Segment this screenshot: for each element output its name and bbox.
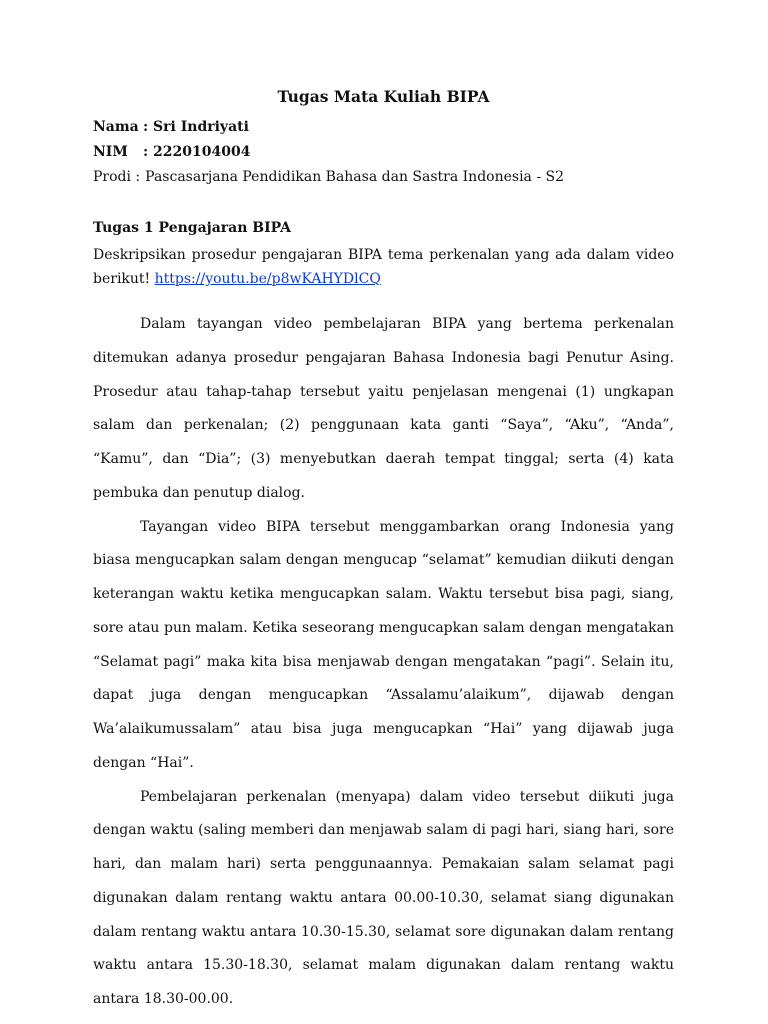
prodi-row <box>93 167 564 187</box>
paragraph: Dalam tayangan video pembelajaran BIPA yang bertema perkenalan ditemukan adanya prosedur pengajaran Bahasa Indonesia bagi Penutur Asing. Prosedur atau tahap-tahap tersebut yaitu penjelasan mengenai (1) ungkapan salam dan perkenalan; (2) penggunaan kata ganti “Saya”, “Aku”, “Anda”, “Kamu”, dan “Dia”; (3) menyebutkan daerah tempat tinggal; serta (4) kata pembuka dan penutup dialog. <box>93 316 674 501</box>
paragraph: Pembelajaran perkenalan (menyapa) dalam video tersebut diikuti juga dengan waktu (saling memberi dan menjawab salam di pagi hari, siang hari, sore hari, dan malam hari) serta penggunaannya. Pemakaian salam selamat pagi digunakan dalam rentang waktu antara 00.00-10.30, selamat siang digunakan dalam rentang waktu antara 10.30-15.30, selamat sore digunakan dalam rentang waktu antara 15.30-18.30, selamat malam digunakan dalam rentang waktu antara 18.30-00.00. <box>93 788 674 1007</box>
nim-label: NIM <box>93 144 128 160</box>
nama-label: Nama <box>93 119 139 135</box>
answer-body <box>93 308 674 1017</box>
task-description: Deskripsikan prosedur pengajaran BIPA tema perkenalan yang ada dalam video berikut! <box>93 247 674 287</box>
prodi-label: Prodi : <box>93 169 141 185</box>
task-description-block <box>93 243 674 291</box>
nama-value: : Sri Indriyati <box>143 119 249 135</box>
document-page <box>93 0 674 1024</box>
video-link[interactable]: https://youtu.be/p8wKAHYDlCQ <box>154 271 381 287</box>
nim-row <box>93 142 250 162</box>
task-heading: Tugas 1 Pengajaran BIPA <box>93 220 292 236</box>
paragraph: Tayangan video BIPA tersebut menggambarkan orang Indonesia yang biasa mengucapkan salam dengan mengucap “selamat” kemudian diikuti dengan keterangan waktu ketika mengucapkan salam. Waktu tersebut bisa pagi, siang, sore atau pun malam. Ketika seseorang mengucapkan salam dengan mengatakan “Selamat pagi” maka kita bisa menjawab dengan mengatakan “pagi”. Selain itu, dapat juga dengan mengucapkan “Assalamu’alaikum”, dijawab dengan Wa’alaikumussalam” atau bisa juga mengucapkan “Hai” yang dijawab juga dengan “Hai”. <box>93 518 674 771</box>
document-title: Tugas Mata Kuliah BIPA <box>277 87 490 106</box>
nim-value: : 2220104004 <box>143 144 251 160</box>
nama-row <box>93 117 249 137</box>
prodi-value: Pascasarjana Pendidikan Bahasa dan Sastra Indonesia - S2 <box>145 169 565 185</box>
